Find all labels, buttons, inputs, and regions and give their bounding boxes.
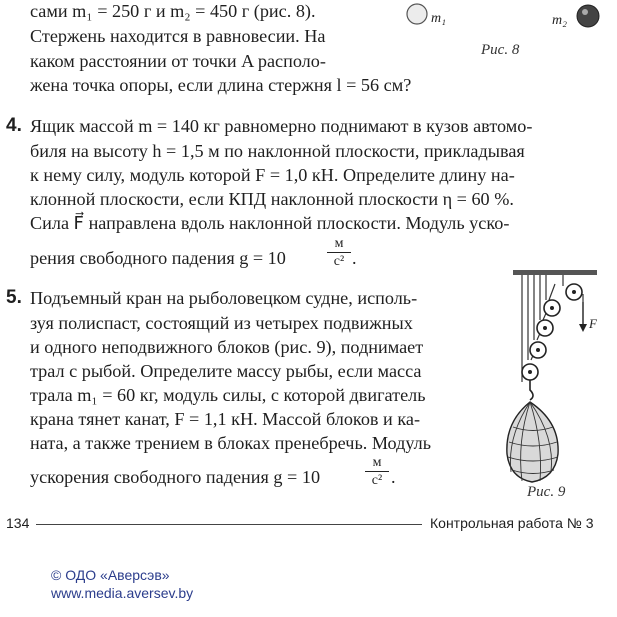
mass-2-ball — [577, 5, 599, 27]
section-title: Контрольная работа № 3 — [430, 515, 594, 531]
ceiling-beam — [513, 270, 597, 275]
problem-3-line-2: Стержень находится в равновесии. На — [30, 26, 326, 46]
problem-5-line-8: ускорения свободного падения g = 10 — [30, 467, 321, 487]
force-label: F⃗ — [589, 316, 608, 331]
problem-5-number: 5. — [6, 287, 22, 308]
problem-4-line-6: рения свободного падения g = 10 — [30, 248, 286, 268]
figure-9 — [505, 262, 610, 507]
problem-4-line-1: Ящик массой m = 140 кг равномерно поднимают в кузов автомо- — [30, 116, 533, 136]
problem-4-unit-fraction — [327, 236, 351, 270]
problem-4-line-5: Сила F⃗ направлена вдоль наклонной плоскости. Модуль уско- — [30, 213, 510, 233]
problem-5-line-3: и одного неподвижного блоков (рис. 9), поднимает — [30, 337, 424, 357]
copyright-line: © ОДО «Аверсэв» — [51, 567, 170, 583]
problem-4-line-3: к нему силу, модуль которой F = 1,0 кН. Определите длину на- — [30, 165, 515, 185]
website-link[interactable]: www.media.aversev.by — [51, 585, 194, 601]
trawl-net — [507, 402, 558, 482]
problem-5-line-6: крана тянет канат, F = 1,1 кН. Массой блоков и ка- — [30, 409, 421, 429]
footer-rule — [36, 524, 422, 525]
problem-5-line-7: ната, а также трением в блоках пренебречь. Модуль — [30, 433, 432, 453]
figure-8 — [395, 0, 605, 60]
problem-5-unit-fraction — [365, 455, 389, 489]
problem-3-line-1: сами m₁ = 250 г и m₂ = 450 г (рис. 8). — [30, 1, 316, 21]
problem-5-line-4: трал с рыбой. Определите массу рыбы, если масса — [30, 361, 422, 381]
page-number: 134 — [6, 515, 30, 531]
problem-3-line-4: жена точка опоры, если длина стержня l = 56 см? — [30, 75, 412, 95]
problem-5-line-5: трала m₁ = 60 кг, модуль силы, с которой двигатель — [30, 385, 426, 405]
problem-5-line-2: зуя полиспаст, состоящий из четырех подвижных — [30, 313, 413, 333]
fraction-denominator: с² — [371, 473, 383, 488]
problem-4-tail: . — [352, 248, 357, 268]
mass-1-label: m₁ — [431, 11, 446, 26]
problem-4-line-4: клонной плоскости, если КПД наклонной плоскости η = 60 %. — [30, 189, 514, 209]
force-arrow — [579, 302, 587, 332]
mass-2-label: m₂ — [552, 13, 567, 28]
figure-9-caption: Рис. 9 — [527, 484, 566, 500]
problem-5-line-1: Подъемный кран на рыболовецком судне, исполь- — [30, 288, 418, 308]
figure-8-caption: Рис. 8 — [481, 42, 520, 58]
problem-4-line-2: биля на высоту h = 1,5 м по наклонной плоскости, прикладывая — [30, 141, 525, 161]
problem-3-line-3: каком расстоянии от точки A располо- — [30, 51, 326, 71]
mass-1-ball — [407, 4, 427, 24]
fraction-numerator: м — [365, 455, 389, 472]
pulley-blocks — [522, 284, 582, 380]
fraction-numerator: м — [327, 236, 351, 253]
problem-5-tail: . — [391, 467, 396, 487]
fraction-denominator: с² — [333, 254, 345, 269]
problem-4-number: 4. — [6, 115, 22, 136]
